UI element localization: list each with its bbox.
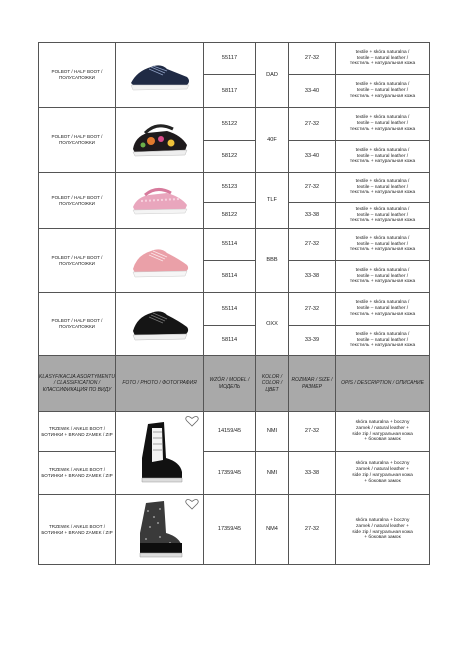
model-code: 14159/45: [204, 412, 256, 452]
material-line: zamek / natural leather +: [356, 523, 409, 529]
material-line: текстиль + натуральная кожа: [349, 343, 416, 349]
color-code: OXX: [256, 293, 289, 356]
size-range: 33-38: [289, 203, 336, 229]
size-range: 27-32: [289, 43, 336, 75]
table-header-row: [39, 356, 430, 412]
size-range: 27-32: [289, 173, 336, 203]
size-range: 33-40: [289, 141, 336, 173]
color-code: BBB: [256, 229, 289, 293]
material-line: textile + skóra naturalna /: [355, 267, 410, 273]
header-description: OPIS / DESCRIPTION / ОПИСАНИЕ: [336, 356, 430, 412]
size-range: 27-32: [289, 495, 336, 565]
material-line: textile + skóra naturalna /: [355, 331, 410, 337]
size-range: 27-32: [289, 229, 336, 261]
material-line: текстиль + натуральная кожа: [349, 218, 416, 224]
material-line: side zip / натуральная кожа: [352, 529, 413, 535]
material-cell: [336, 75, 430, 108]
category-cell: TRZEWIK / ANKLE BOOT / БОТИНКИ + BRAND ZAMEK / ZIP: [39, 452, 116, 495]
category-cell: POLBOT / HALF BOOT / ПОЛУСАПОЖКИ: [39, 229, 116, 293]
material-line: textile + skóra naturalna /: [355, 235, 410, 241]
material-line: + боковая замок: [364, 478, 401, 484]
material-line: textile – natural leather /: [356, 212, 409, 218]
sneaker-navy-icon: [127, 53, 193, 97]
material-line: textile + skóra naturalna /: [355, 300, 410, 306]
material-cell: [336, 203, 430, 229]
material-line: текстиль + натуральная кожа: [349, 61, 416, 67]
product-photo: [116, 108, 204, 173]
material-line: textile + skóra naturalna /: [355, 49, 410, 55]
material-line: textile – natural leather /: [356, 337, 409, 343]
material-cell: [336, 229, 430, 261]
color-code: TLF: [256, 173, 289, 229]
model-code: 58122: [204, 203, 256, 229]
material-line: текстиль + натуральная кожа: [349, 93, 416, 99]
header-photo: FOTO / PHOTO / ФОТОГРАФИЯ: [116, 356, 204, 412]
material-cell: [336, 452, 430, 495]
category-cell: POLBOT / HALF BOOT / ПОЛУСАПОЖКИ: [39, 173, 116, 229]
material-line: textile + skóra naturalna /: [355, 147, 410, 153]
catalog-sheet: [38, 42, 429, 565]
material-line: textile + skóra naturalna /: [355, 206, 410, 212]
table-row: [39, 293, 430, 326]
material-line: skóra naturalna + boczny: [355, 461, 410, 467]
heart-outline-icon[interactable]: [185, 498, 199, 510]
model-code: 55117: [204, 43, 256, 75]
size-range: 27-32: [289, 412, 336, 452]
material-line: textile + skóra naturalna /: [355, 115, 410, 121]
material-line: textile – natural leather /: [356, 273, 409, 279]
material-line: textile – natural leather /: [356, 55, 409, 61]
material-line: side zip / натуральная кожа: [352, 473, 413, 478]
material-line: текстиль + натуральная кожа: [349, 190, 416, 196]
material-line: side zip / натуральная кожа: [352, 431, 413, 437]
material-line: textile + skóra naturalna /: [355, 178, 410, 184]
material-cell: [336, 495, 430, 565]
material-line: + боковая замок: [364, 535, 401, 541]
sneaker-pink-icon: [127, 237, 193, 285]
size-range: 33-38: [289, 452, 336, 495]
sandal-pink-icon: [127, 179, 193, 223]
product-photo: [116, 173, 204, 229]
heart-outline-icon[interactable]: [185, 415, 199, 427]
color-code: NMI: [256, 412, 289, 452]
category-cell: POLBOT / HALF BOOT / ПОЛУСАПОЖКИ: [39, 108, 116, 173]
material-line: textile – natural leather /: [356, 306, 409, 312]
product-photo: [116, 229, 204, 293]
material-line: textile – natural leather /: [356, 153, 409, 159]
category-cell: TRZEWIK / ANKLE BOOT / БОТИНКИ + BRAND ZAMEK / ZIP: [39, 412, 116, 452]
material-line: textile – natural leather /: [356, 184, 409, 190]
material-line: + боковая замок: [364, 437, 401, 443]
material-line: skóra naturalna + boczny: [355, 419, 410, 425]
material-cell: [336, 173, 430, 203]
model-code: 55114: [204, 293, 256, 326]
boot-glitter-icon: [130, 499, 190, 561]
size-range: 27-32: [289, 108, 336, 141]
material-line: textile – natural leather /: [356, 88, 409, 94]
header-color: KOLOR / COLOR / ЦВЕТ: [256, 356, 289, 412]
boot-black-white-icon: [130, 418, 190, 488]
material-line: текстиль + натуральная кожа: [349, 159, 416, 165]
material-cell: [336, 43, 430, 75]
table-row: [39, 452, 430, 495]
header-model: WZÓR / MODEL / МОДЕЛЬ: [204, 356, 256, 412]
material-cell: [336, 141, 430, 173]
model-code: 58122: [204, 141, 256, 173]
material-cell: [336, 261, 430, 293]
category-cell: TRZEWIK / ANKLE BOOT / БОТИНКИ + BRAND ZAMEK / ZIP: [39, 495, 116, 565]
table-row: [39, 412, 430, 452]
color-code: NM4: [256, 495, 289, 565]
model-code: 55114: [204, 229, 256, 261]
material-cell: [336, 293, 430, 326]
model-code: 55123: [204, 173, 256, 203]
table-row: [39, 108, 430, 141]
material-line: текстиль + натуральная кожа: [349, 247, 416, 253]
material-cell: [336, 412, 430, 452]
table-row: [39, 229, 430, 261]
product-photo: [116, 43, 204, 108]
material-line: textile + skóra naturalna /: [355, 82, 410, 88]
table-row: [39, 173, 430, 203]
color-code: DAD: [256, 43, 289, 108]
material-line: zamek / natural leather +: [356, 467, 409, 473]
category-cell: POLBOT / HALF BOOT / ПОЛУСАПОЖКИ: [39, 293, 116, 356]
size-range: 33-40: [289, 75, 336, 108]
category-cell: POLBOT / HALF BOOT / ПОЛУСАПОЖКИ: [39, 43, 116, 108]
model-code: 58117: [204, 75, 256, 108]
color-code: NMI: [256, 452, 289, 495]
material-line: textile – natural leather /: [356, 241, 409, 247]
sandal-floral-icon: [127, 115, 193, 165]
table-row: [39, 43, 430, 75]
product-table: [38, 42, 430, 565]
sneaker-black-icon: [127, 299, 193, 349]
material-line: текстиль + натуральная кожа: [349, 311, 416, 317]
material-line: zamek / natural leather +: [356, 425, 409, 431]
table-row: [39, 495, 430, 565]
size-range: 33-38: [289, 261, 336, 293]
material-line: текстиль + натуральная кожа: [349, 126, 416, 132]
header-classification: KLASYFIKACJA ASORTYMENTU / CLASSIFICATION / КЛАССИФИКАЦИЯ ПО ВИДУ: [39, 356, 116, 412]
material-line: skóra naturalna + boczny: [355, 517, 410, 523]
material-line: текстиль + натуральная кожа: [349, 279, 416, 285]
product-photo: [116, 412, 204, 495]
material-cell: [336, 108, 430, 141]
model-code: 58114: [204, 326, 256, 356]
model-code: 17359/45: [204, 452, 256, 495]
model-code: 55122: [204, 108, 256, 141]
material-line: textile – natural leather /: [356, 121, 409, 127]
color-code: 40F: [256, 108, 289, 173]
product-photo: [116, 495, 204, 565]
header-size: ROZMIAR / SIZE / РАЗМЕР: [289, 356, 336, 412]
size-range: 33-39: [289, 326, 336, 356]
material-cell: [336, 326, 430, 356]
size-range: 27-32: [289, 293, 336, 326]
product-photo: [116, 293, 204, 356]
model-code: 58114: [204, 261, 256, 293]
model-code: 17359/45: [204, 495, 256, 565]
